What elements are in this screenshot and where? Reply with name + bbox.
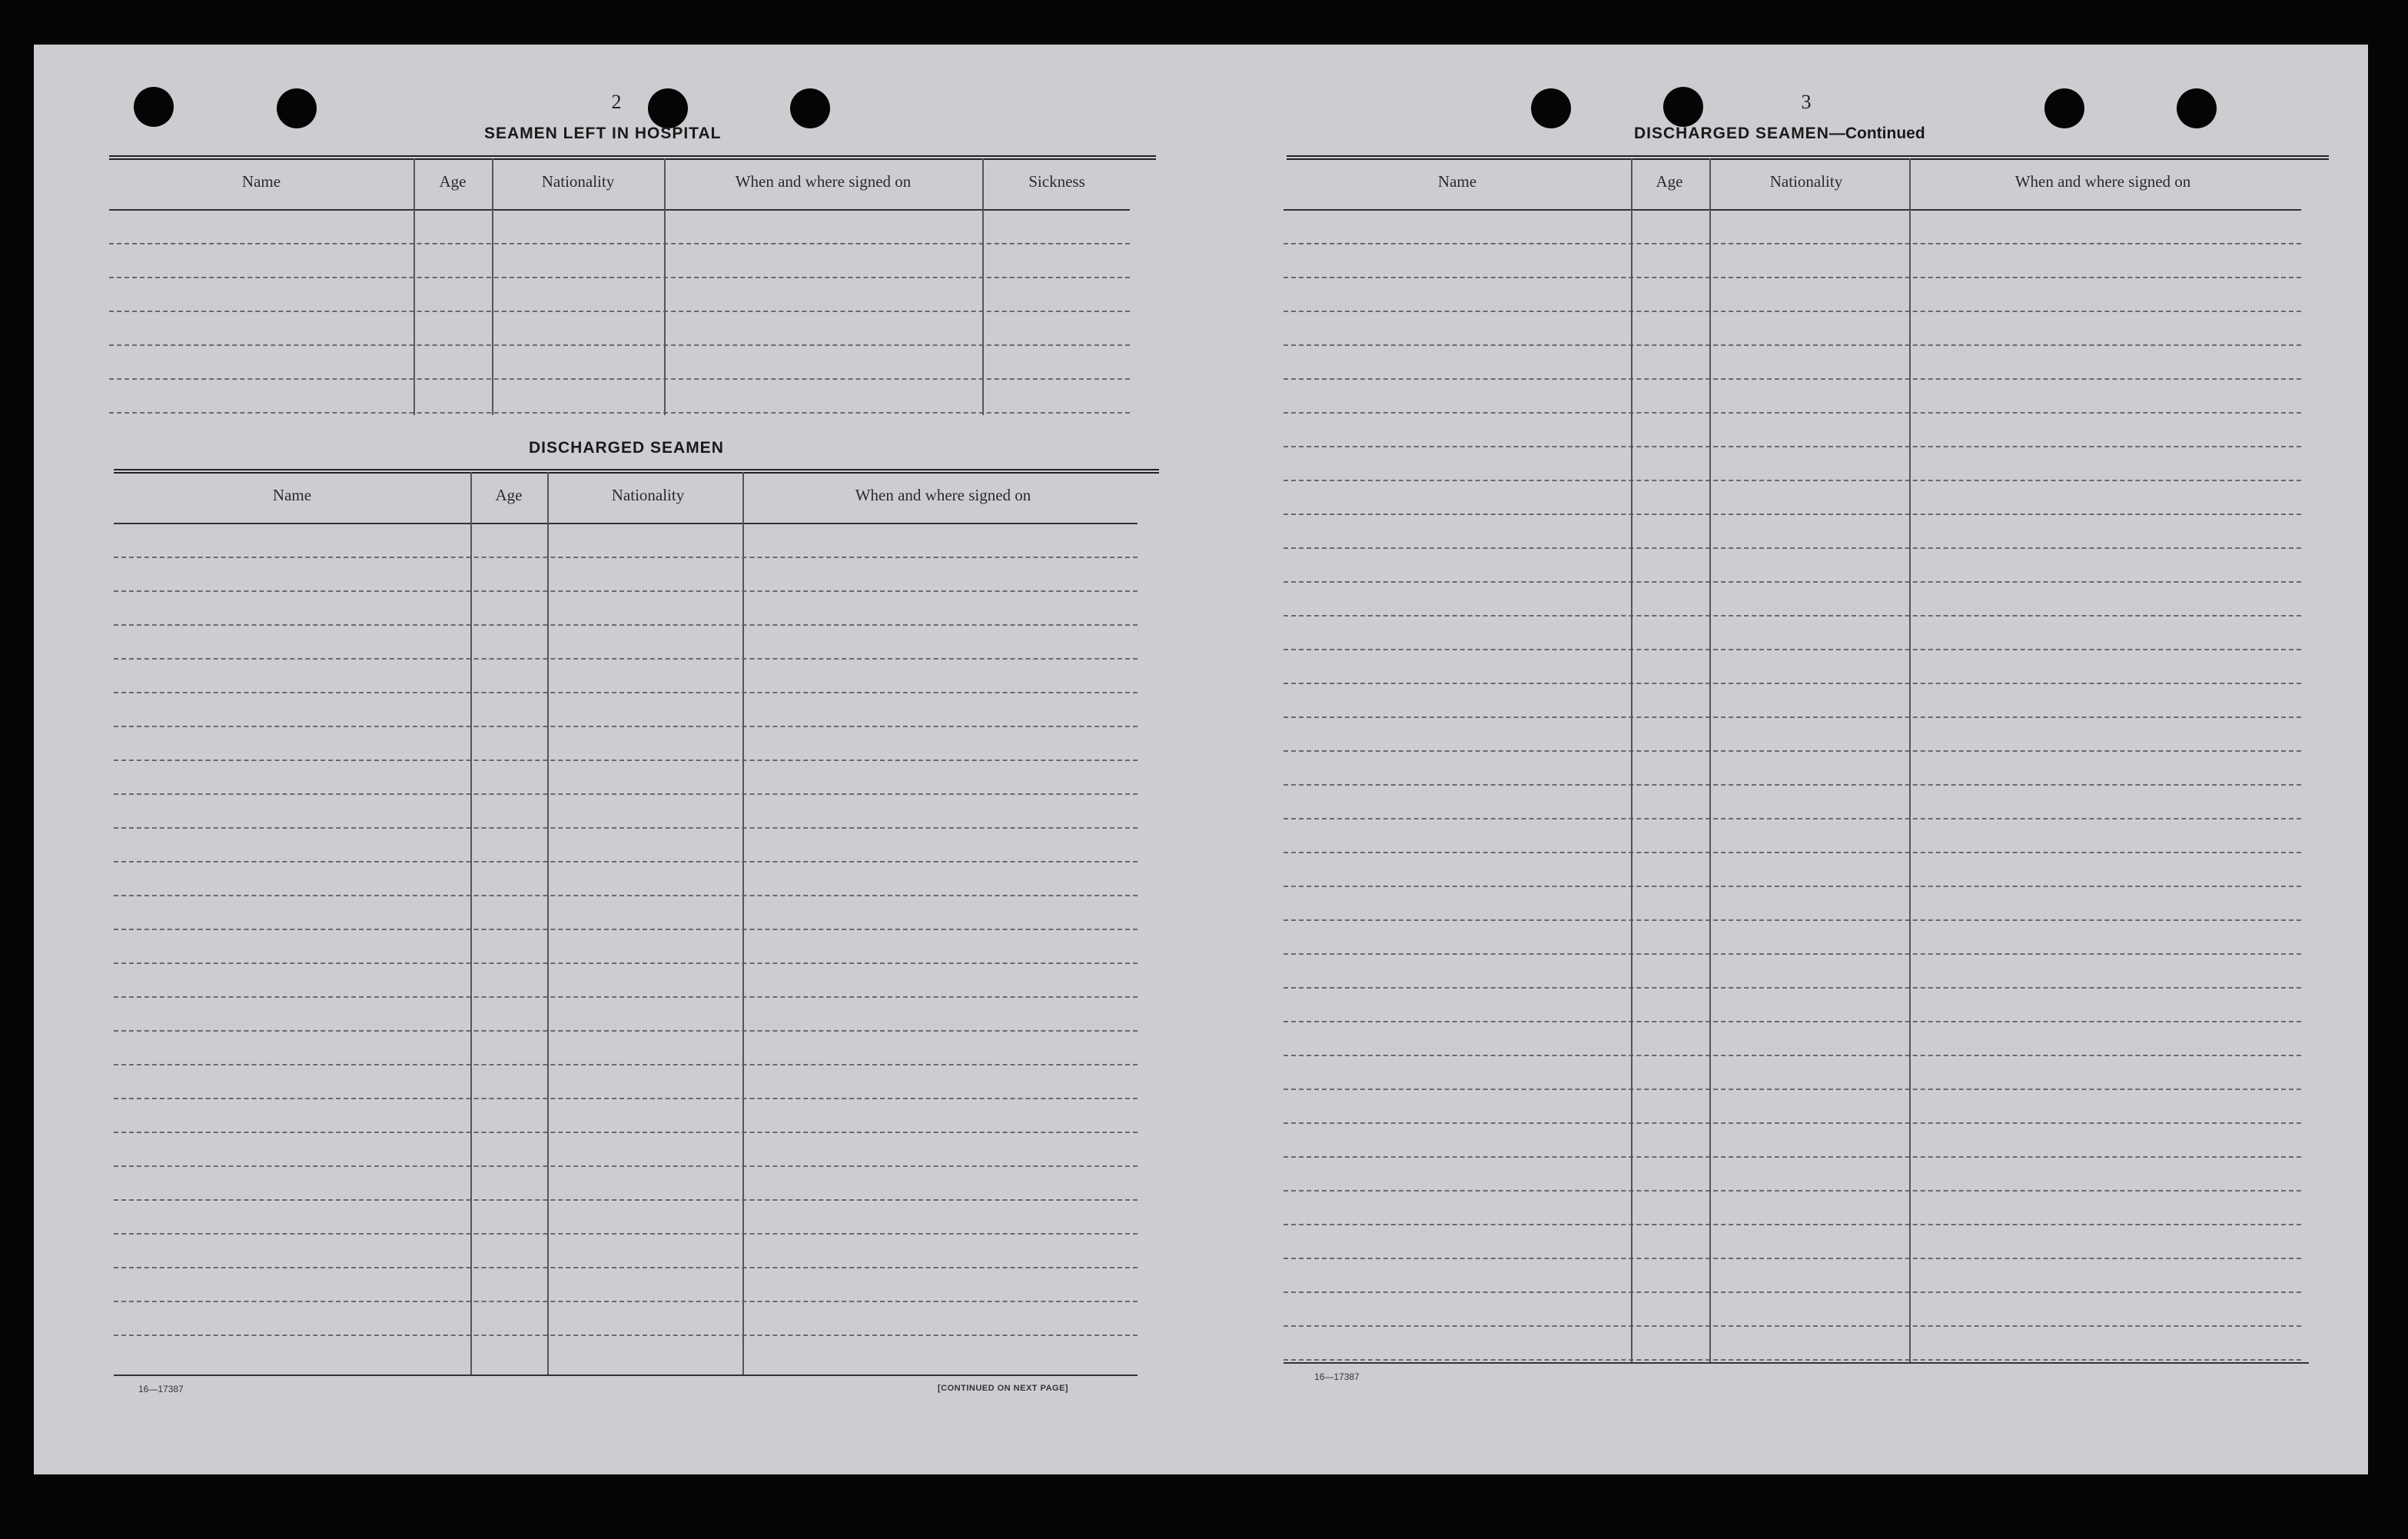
form-number-left: 16—17387 xyxy=(138,1384,184,1394)
discharged-entry-line xyxy=(114,726,1138,727)
punch-hole xyxy=(648,88,688,128)
continued-bottom-rule xyxy=(1284,1362,2309,1364)
discharged-entry-line xyxy=(114,1335,1138,1336)
punch-hole xyxy=(134,87,174,127)
continued-entry-line xyxy=(1284,750,2301,752)
continued-entry-line xyxy=(1284,581,2301,583)
form-number-right: 16—17387 xyxy=(1314,1371,1360,1382)
hospital-col-divider xyxy=(982,158,984,415)
continued-entry-line xyxy=(1284,1359,2301,1361)
continued-entry-line xyxy=(1284,514,2301,515)
discharged-col-signed-on: When and where signed on xyxy=(855,486,1031,504)
discharged-section-title: DISCHARGED SEAMEN xyxy=(529,439,724,457)
continued-entry-line xyxy=(1284,886,2301,887)
hospital-col-signed-on: When and where signed on xyxy=(735,172,912,191)
document-sheet xyxy=(34,45,2368,1474)
continued-entry-line xyxy=(1284,1055,2301,1056)
page-number-right: 3 xyxy=(1801,91,1812,113)
hospital-col-divider xyxy=(492,158,493,415)
hospital-col-divider xyxy=(414,158,415,415)
continued-entry-line xyxy=(1284,480,2301,481)
continued-entry-line xyxy=(1284,716,2301,718)
continued-entry-line xyxy=(1284,277,2301,278)
continued-entry-line xyxy=(1284,1156,2301,1158)
discharged-entry-line xyxy=(114,624,1138,626)
discharged-bottom-rule xyxy=(114,1374,1138,1376)
discharged-col-age: Age xyxy=(495,486,523,504)
hospital-entry-line xyxy=(109,311,1130,312)
continued-entry-line xyxy=(1284,1291,2301,1293)
hospital-title-rule xyxy=(109,155,1156,160)
continued-title-rule xyxy=(1287,155,2329,160)
discharged-entry-line xyxy=(114,1064,1138,1065)
discharged-col-name: Name xyxy=(272,486,312,504)
continued-entry-line xyxy=(1284,446,2301,447)
discharged-entry-line xyxy=(114,760,1138,761)
continued-entry-line xyxy=(1284,378,2301,380)
discharged-entry-line xyxy=(114,996,1138,998)
discharged-continued-title-suffix: —Continued xyxy=(1828,125,1925,142)
continued-entry-line xyxy=(1284,1258,2301,1259)
discharged-entry-line xyxy=(114,1301,1138,1302)
continued-entry-line xyxy=(1284,683,2301,684)
punch-hole xyxy=(2177,88,2217,128)
continued-entry-line xyxy=(1284,1021,2301,1022)
continued-entry-line xyxy=(1284,1122,2301,1124)
punch-hole xyxy=(2044,88,2084,128)
hospital-col-sickness: Sickness xyxy=(1028,172,1085,191)
discharged-col-divider xyxy=(547,472,549,1374)
discharged-col-nationality: Nationality xyxy=(611,486,685,504)
discharged-entry-line xyxy=(114,962,1138,964)
hospital-col-nationality: Nationality xyxy=(541,172,615,191)
hospital-entry-line xyxy=(109,378,1130,380)
hospital-header-rule xyxy=(109,209,1130,211)
continued-col-divider xyxy=(1631,158,1632,1362)
discharged-col-divider xyxy=(470,472,472,1374)
discharged-continued-title-main: DISCHARGED SEAMEN xyxy=(1634,125,1829,142)
discharged-entry-line xyxy=(114,692,1138,693)
punch-hole xyxy=(790,88,830,128)
hospital-col-name: Name xyxy=(241,172,281,191)
continued-col-nationality: Nationality xyxy=(1769,172,1843,191)
discharged-entry-line xyxy=(114,1132,1138,1133)
discharged-col-divider xyxy=(742,472,744,1374)
continued-entry-line xyxy=(1284,1190,2301,1192)
discharged-entry-line xyxy=(114,1030,1138,1032)
continued-entry-line xyxy=(1284,412,2301,414)
continued-col-divider xyxy=(1909,158,1911,1362)
continued-entry-line xyxy=(1284,1325,2301,1327)
continued-entry-line xyxy=(1284,615,2301,617)
discharged-entry-line xyxy=(114,557,1138,558)
hospital-entry-line xyxy=(109,344,1130,346)
continued-entry-line xyxy=(1284,784,2301,786)
continued-entry-line xyxy=(1284,852,2301,853)
continued-entry-line xyxy=(1284,243,2301,244)
hospital-entry-line xyxy=(109,412,1130,414)
discharged-entry-line xyxy=(114,827,1138,829)
continued-note: [CONTINUED ON NEXT PAGE] xyxy=(938,1384,1069,1393)
discharged-entry-line xyxy=(114,1199,1138,1201)
continued-entry-line xyxy=(1284,649,2301,650)
discharged-title-rule xyxy=(114,469,1159,474)
discharged-entry-line xyxy=(114,793,1138,795)
discharged-entry-line xyxy=(114,1098,1138,1099)
continued-header-rule xyxy=(1284,209,2301,211)
punch-hole xyxy=(1531,88,1571,128)
continued-col-divider xyxy=(1709,158,1711,1362)
continued-entry-line xyxy=(1284,919,2301,921)
discharged-entry-line xyxy=(114,590,1138,592)
continued-entry-line xyxy=(1284,818,2301,819)
hospital-entry-line xyxy=(109,277,1130,278)
continued-entry-line xyxy=(1284,311,2301,312)
hospital-entry-line xyxy=(109,243,1130,244)
page-number-left: 2 xyxy=(611,91,622,113)
hospital-col-age: Age xyxy=(439,172,467,191)
discharged-header-rule xyxy=(114,523,1138,524)
continued-entry-line xyxy=(1284,1089,2301,1090)
punch-hole xyxy=(1663,87,1703,127)
discharged-entry-line xyxy=(114,658,1138,660)
punch-hole xyxy=(277,88,317,128)
continued-col-age: Age xyxy=(1656,172,1683,191)
discharged-entry-line xyxy=(114,1165,1138,1167)
discharged-entry-line xyxy=(114,895,1138,896)
hospital-col-divider xyxy=(664,158,666,415)
discharged-entry-line xyxy=(114,1233,1138,1235)
discharged-entry-line xyxy=(114,929,1138,930)
continued-col-name: Name xyxy=(1437,172,1477,191)
discharged-continued-title xyxy=(1634,125,1925,143)
continued-col-signed-on: When and where signed on xyxy=(2014,172,2191,191)
discharged-entry-line xyxy=(114,1267,1138,1268)
discharged-entry-line xyxy=(114,861,1138,863)
continued-entry-line xyxy=(1284,987,2301,989)
hospital-section-title: SEAMEN LEFT IN HOSPITAL xyxy=(484,125,722,142)
continued-entry-line xyxy=(1284,953,2301,955)
continued-entry-line xyxy=(1284,344,2301,346)
continued-entry-line xyxy=(1284,547,2301,549)
continued-entry-line xyxy=(1284,1224,2301,1225)
